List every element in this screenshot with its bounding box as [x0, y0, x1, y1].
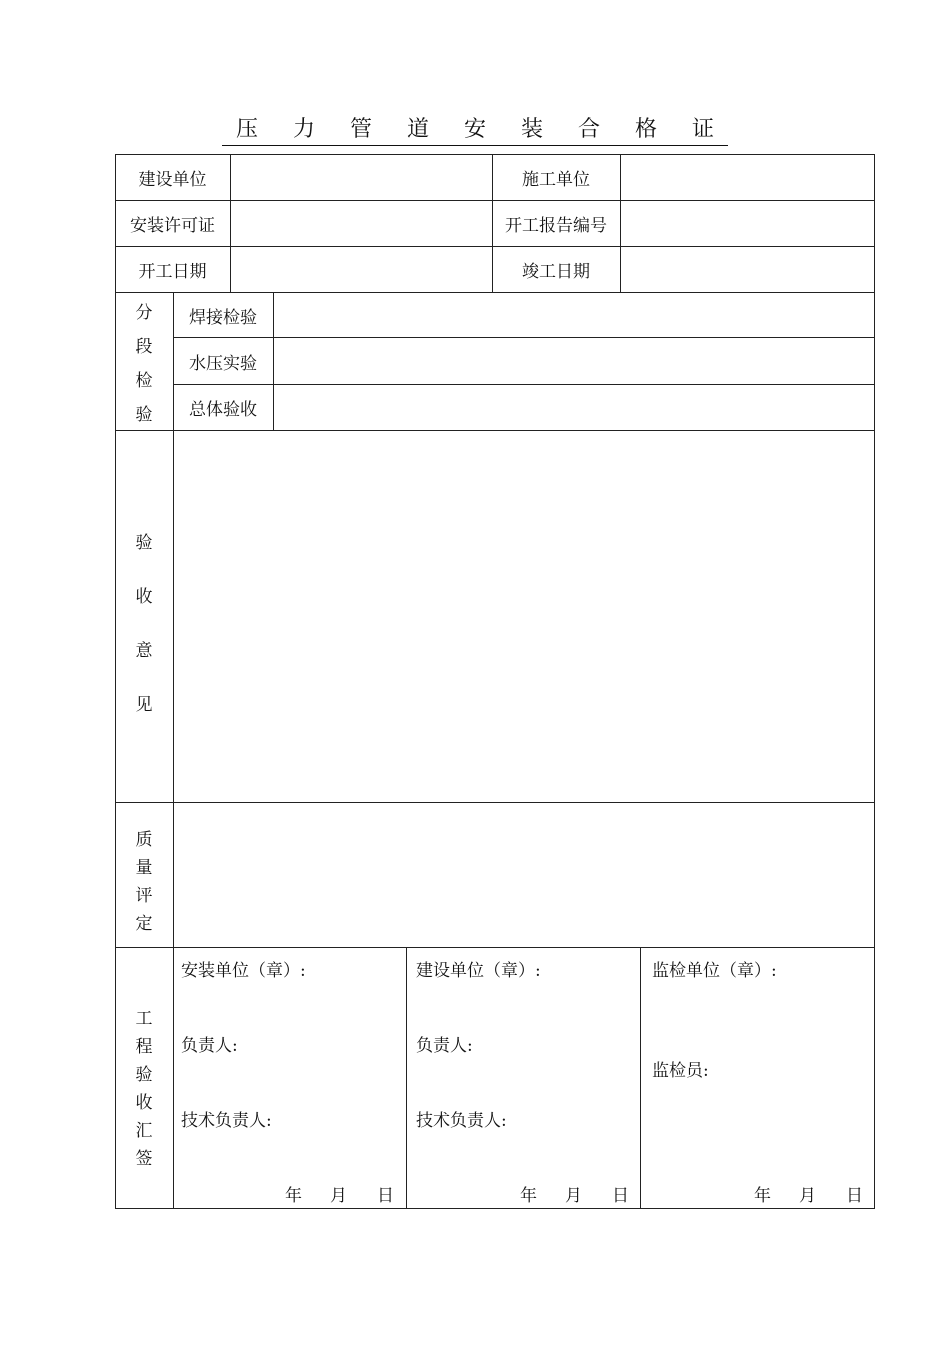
field-quality-rating[interactable]: [174, 803, 874, 946]
build-tech-lead: 技术负责人:: [416, 1111, 507, 1131]
inspect-sign-date: 年 月 日: [754, 1186, 863, 1206]
label-construction-unit: 施工单位: [522, 169, 590, 190]
build-sign-date: 年 月 日: [520, 1186, 629, 1206]
install-sign-date: 年 月 日: [285, 1186, 394, 1206]
label-start-report-no: 开工报告编号: [505, 215, 607, 236]
col-divider: [640, 947, 641, 1209]
acceptance-opinion-label: 验 收 意 见: [135, 533, 153, 715]
field-start-report-no[interactable]: [621, 201, 873, 245]
quality-rating-label: 质 量 评 定: [135, 830, 153, 934]
section-check-label: 分 段 检 验: [135, 303, 153, 425]
field-hydro-test[interactable]: [274, 339, 874, 383]
label-welding-check: 焊接检验: [189, 307, 257, 328]
field-start-date[interactable]: [231, 247, 491, 291]
build-unit-seal: 建设单位（章）:: [416, 961, 541, 981]
install-unit-seal: 安装单位（章）:: [181, 961, 306, 981]
inspect-unit-seal: 监检单位（章）:: [652, 961, 777, 981]
page-title: 压 力 管 道 安 装 合 格 证: [0, 112, 950, 143]
label-install-permit: 安装许可证: [130, 215, 215, 236]
label-start-date: 开工日期: [138, 261, 207, 282]
field-construction-unit[interactable]: [621, 155, 873, 199]
field-install-permit[interactable]: [231, 201, 491, 245]
inspector: 监检员:: [652, 1061, 709, 1081]
col-divider: [406, 947, 407, 1209]
label-build-unit: 建设单位: [138, 169, 207, 190]
label-completion-date: 竣工日期: [522, 261, 590, 282]
row-divider: [115, 947, 875, 948]
label-overall-acceptance: 总体验收: [189, 399, 257, 420]
signoff-label: 工 程 验 收 汇 签: [135, 1009, 153, 1169]
field-overall-acceptance[interactable]: [274, 385, 874, 429]
field-acceptance-opinion[interactable]: [174, 431, 874, 801]
row-divider: [173, 337, 875, 338]
field-completion-date[interactable]: [621, 247, 873, 291]
install-person-in-charge: 负责人:: [181, 1036, 238, 1056]
build-person-in-charge: 负责人:: [416, 1036, 473, 1056]
install-tech-lead: 技术负责人:: [181, 1111, 272, 1131]
label-hydro-test: 水压实验: [189, 353, 257, 374]
field-build-unit[interactable]: [231, 155, 491, 199]
field-welding-check[interactable]: [274, 293, 874, 337]
